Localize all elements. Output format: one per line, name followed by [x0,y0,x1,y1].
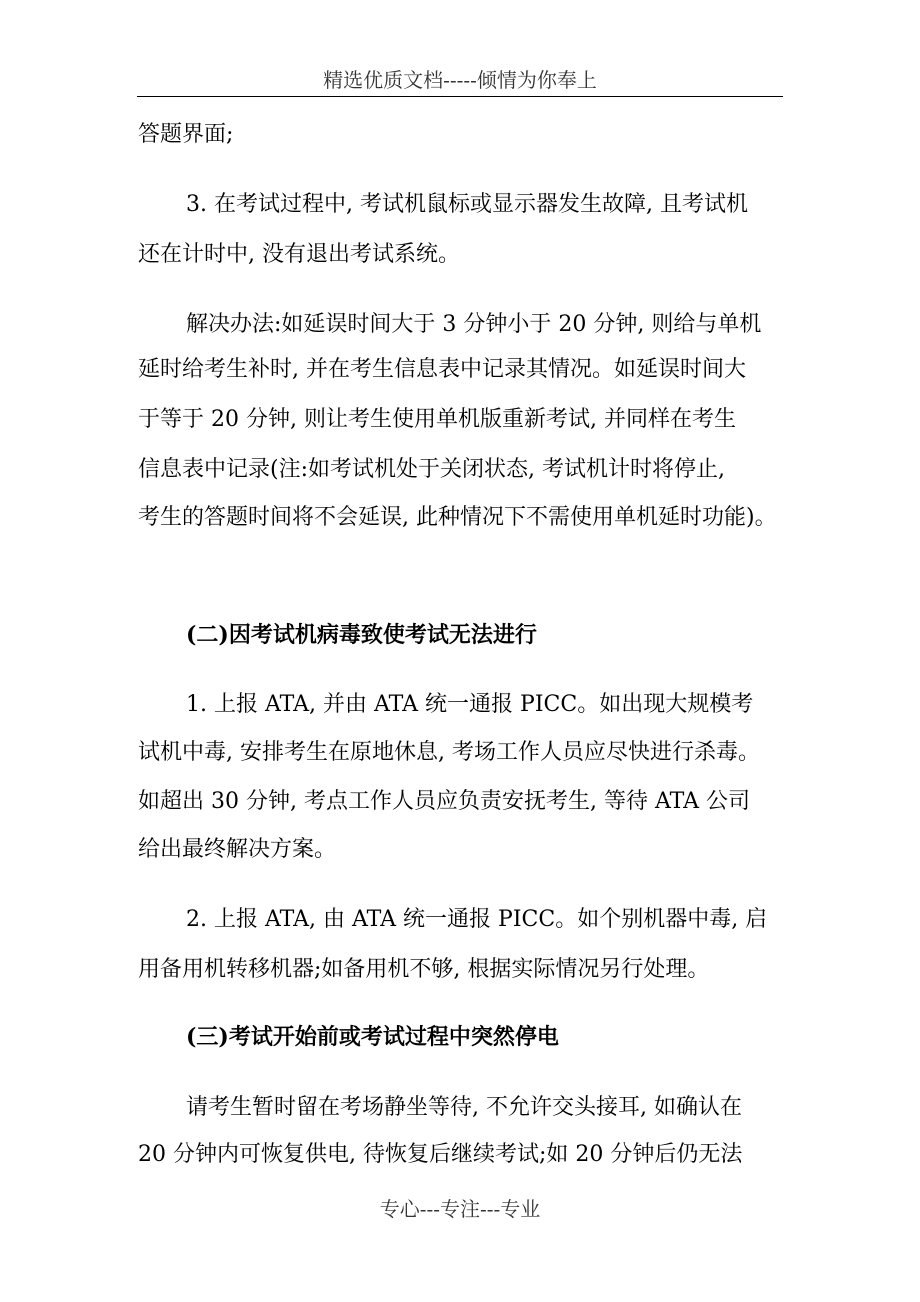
body-line: 还在计时中, 没有退出考试系统。 [138,242,460,267]
body-line: 延时给考生补时, 并在考生信息表中记录其情况。如延误时间大 [138,357,746,382]
body-line: 1. 上报 ATA, 并由 ATA 统一通报 PICC。如出现大规模考 [186,692,754,717]
body-line: 如超出 30 分钟, 考点工作人员应负责安抚考生, 等待 ATA 公司 [138,789,750,814]
body-line: 于等于 20 分钟, 则让考生使用单机版重新考试, 并同样在考生 [138,407,736,432]
body-line: 答题界面; [138,122,234,147]
body-line: 用备用机转移机器;如备用机不够, 根据实际情况另行处理。 [138,957,710,982]
body-line: 2. 上报 ATA, 由 ATA 统一通报 PICC。如个别机器中毒, 启 [186,907,768,932]
section-heading: (三)考试开始前或考试过程中突然停电 [186,1024,559,1050]
body-line: 信息表中记录(注:如考试机处于关闭状态, 考试机计时将停止, [138,457,725,482]
body-line: 试机中毒, 安排考生在原地休息, 考场工作人员应尽快进行杀毒。 [138,740,760,765]
page-header: 精选优质文档-----倾情为你奉上 [137,66,783,97]
page-footer: 专心---专注---专业 [379,1197,541,1221]
body-line: 解决办法:如延误时间大于 3 分钟小于 20 分钟, 则给与单机 [186,312,762,337]
body-line: 给出最终解决方案。 [138,837,337,862]
body-line: 20 分钟内可恢复供电, 待恢复后继续考试;如 20 分钟后仍无法 [138,1142,743,1167]
body-line: 请考生暂时留在考场静坐等待, 不允许交头接耳, 如确认在 [186,1095,742,1120]
body-line: 考生的答题时间将不会延误, 此种情况下不需使用单机延时功能)。 [138,505,777,530]
body-line: 3. 在考试过程中, 考试机鼠标或显示器发生故障, 且考试机 [186,192,748,217]
section-heading: (二)因考试机病毒致使考试无法进行 [186,622,537,648]
